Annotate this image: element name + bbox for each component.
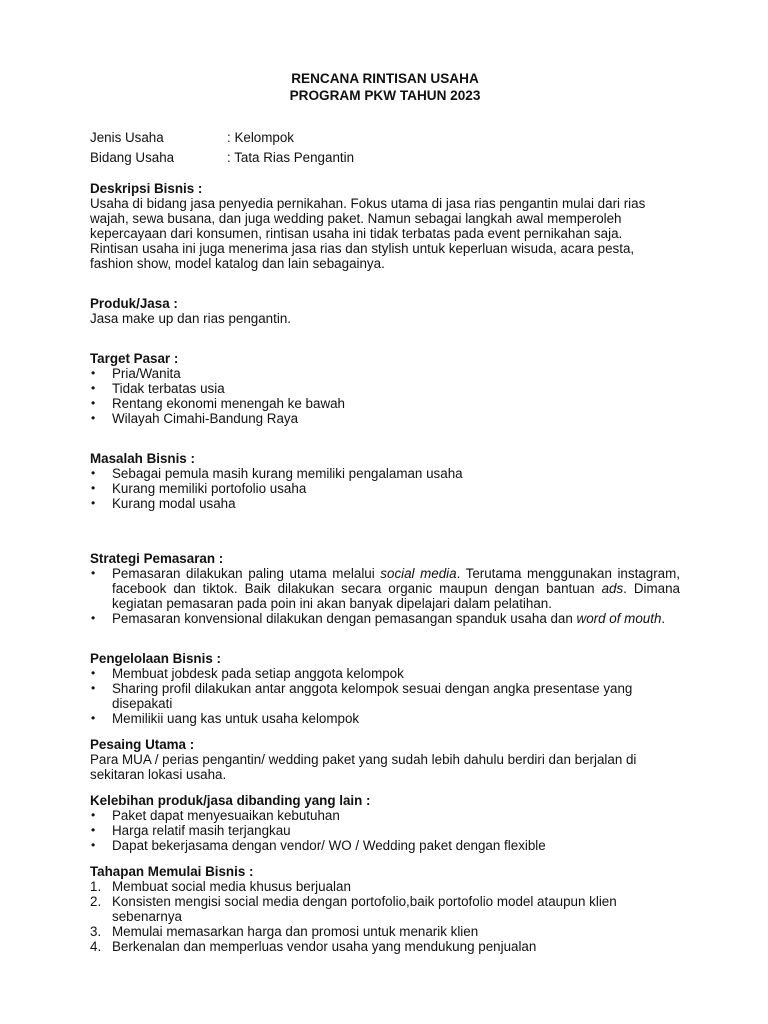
list-item	[90, 838, 680, 853]
list-number: 2.	[90, 894, 102, 909]
section-kelebihan	[90, 793, 680, 853]
section-pesaing-utama	[90, 737, 680, 782]
document-page	[90, 70, 680, 954]
section-heading: Tahapan Memulai Bisnis :	[90, 864, 254, 879]
paragraph-line: kepercayaan dari konsumen, rintisan usaha ini tidak terbatas pada event pernikahan saja.	[90, 226, 623, 241]
info-value: : Kelompok	[227, 130, 294, 145]
bullet-icon: •	[91, 411, 96, 425]
section-heading: Target Pasar :	[90, 351, 179, 366]
bullet-icon: •	[91, 481, 96, 495]
list-item	[90, 496, 680, 511]
list-item	[90, 681, 680, 711]
bullet-list	[90, 566, 680, 626]
numbered-list	[90, 879, 680, 954]
section-heading: Masalah Bisnis :	[90, 451, 195, 466]
section-heading: Strategi Pemasaran :	[90, 551, 224, 566]
list-item-text: Harga relatif masih terjangkau	[112, 823, 291, 838]
info-row-jenis-usaha	[90, 130, 680, 145]
section-pengelolaan-bisnis	[90, 651, 680, 726]
list-item-text: Wilayah Cimahi-Bandung Raya	[112, 411, 299, 426]
bullet-icon: •	[91, 838, 96, 852]
bullet-icon: •	[91, 681, 96, 695]
bullet-icon: •	[91, 666, 96, 680]
paragraph: Para MUA / perias pengantin/ wedding paket yang sudah lebih dahulu berdiri dan berjalan di sekitaran lokasi usaha.	[90, 752, 637, 782]
bullet-icon: •	[91, 381, 96, 395]
list-item-text: Membuat jobdesk pada setiap anggota kelompok	[112, 666, 404, 681]
list-item	[90, 808, 680, 823]
info-row-bidang-usaha	[90, 150, 680, 165]
section-heading: Pesaing Utama :	[90, 737, 195, 752]
paragraph-line: Rintisan usaha ini juga menerima jasa rias dan stylish untuk keperluan wisuda, acara pesta,	[90, 241, 635, 256]
list-item	[90, 396, 680, 411]
list-item	[90, 879, 680, 894]
bullet-list	[90, 666, 680, 726]
list-item	[90, 566, 680, 611]
section-heading: Deskripsi Bisnis :	[90, 181, 203, 196]
list-number: 3.	[90, 924, 102, 939]
list-item-text: Konsisten mengisi social media dengan portofolio,baik portofolio model ataupun klien sebenarnya	[112, 894, 617, 924]
list-item-text: Pemasaran dilakukan paling utama melalui social media. Terutama menggunakan instagram, facebook dan tiktok. Baik dilakukan secara organic maupun dengan bantuan ads. Dimana kegiatan pemasaran pada poin ini akan banyak dipelajari dalam pelatihan.	[112, 566, 680, 611]
bullet-icon: •	[91, 711, 96, 725]
list-item	[90, 711, 680, 726]
info-label: Bidang Usaha	[90, 150, 175, 165]
list-item-text: Rentang ekonomi menengah ke bawah	[112, 396, 346, 411]
section-masalah-bisnis	[90, 451, 680, 511]
list-item	[90, 466, 680, 481]
list-item	[90, 611, 680, 626]
bullet-icon: •	[91, 396, 96, 410]
list-item	[90, 411, 680, 426]
list-item	[90, 939, 680, 954]
list-item-text: Kurang memiliki portofolio usaha	[112, 481, 307, 496]
bullet-icon: •	[91, 566, 96, 580]
list-number: 1.	[90, 879, 102, 894]
bullet-icon: •	[91, 808, 96, 822]
list-item	[90, 894, 680, 924]
business-info	[90, 130, 680, 165]
paragraph: Jasa make up dan rias pengantin.	[90, 311, 291, 326]
list-item	[90, 666, 680, 681]
list-item-text: Paket dapat menyesuaikan kebutuhan	[112, 808, 340, 823]
document-title-line-2: PROGRAM PKW TAHUN 2023	[289, 88, 481, 103]
list-item	[90, 823, 680, 838]
paragraph-line: wajah, sewa busana, dan juga wedding paket. Namun sebagai langkah awal memperoleh	[90, 211, 622, 226]
bullet-icon: •	[91, 823, 96, 837]
list-item-text: Sebagai pemula masih kurang memiliki pengalaman usaha	[112, 466, 463, 481]
document-title-line-1: RENCANA RINTISAN USAHA	[291, 71, 479, 86]
section-heading: Pengelolaan Bisnis :	[90, 651, 221, 666]
list-number: 4.	[90, 939, 102, 954]
list-item-text: Membuat social media khusus berjualan	[112, 879, 351, 894]
section-tahapan-memulai-bisnis	[90, 864, 680, 954]
list-item	[90, 381, 680, 396]
list-item-text: Pemasaran konvensional dilakukan dengan pemasangan spanduk usaha dan word of mouth.	[112, 611, 666, 626]
paragraph-line: Usaha di bidang jasa penyedia pernikahan. Fokus utama di jasa rias pengantin mulai dari rias	[90, 196, 646, 211]
list-item-text: Berkenalan dan memperluas vendor usaha yang mendukung penjualan	[112, 939, 537, 954]
section-deskripsi	[90, 181, 680, 271]
list-item-text: Sharing profil dilakukan antar anggota kelompok sesuai dengan angka presentase yang disepakati	[112, 681, 633, 711]
info-value: : Tata Rias Pengantin	[227, 150, 355, 165]
list-item	[90, 924, 680, 939]
list-item-text: Tidak terbatas usia	[112, 381, 225, 396]
list-item-text: Memulai memasarkan harga dan promosi untuk menarik klien	[112, 924, 479, 939]
list-item	[90, 481, 680, 496]
section-strategi-pemasaran	[90, 551, 680, 626]
list-item-text: Pria/Wanita	[112, 366, 181, 381]
bullet-list	[90, 466, 680, 511]
bullet-list	[90, 366, 680, 426]
bullet-list	[90, 808, 680, 853]
list-item-text: Kurang modal usaha	[112, 496, 236, 511]
list-item-text: Dapat bekerjasama dengan vendor/ WO / Wedding paket dengan flexible	[112, 838, 546, 853]
section-produk	[90, 296, 680, 326]
section-heading: Kelebihan produk/jasa dibanding yang lain :	[90, 793, 371, 808]
list-item	[90, 366, 680, 381]
bullet-icon: •	[91, 366, 96, 380]
bullet-icon: •	[91, 496, 96, 510]
bullet-icon: •	[91, 466, 96, 480]
section-heading: Produk/Jasa :	[90, 296, 178, 311]
bullet-icon: •	[91, 611, 96, 625]
section-target-pasar	[90, 351, 680, 426]
paragraph-line: fashion show, model katalog dan lain sebagainya.	[90, 256, 385, 271]
info-label: Jenis Usaha	[90, 130, 164, 145]
list-item-text: Memilikii uang kas untuk usaha kelompok	[112, 711, 360, 726]
